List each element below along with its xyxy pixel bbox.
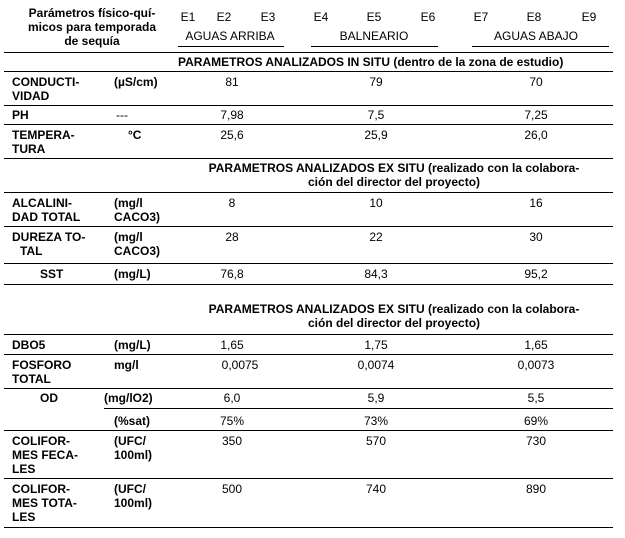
section-heading-ex-situ: PARAMETROS ANALIZADOS EX SITU (realizado con la colabora- ción del director del proyecto)	[208, 161, 580, 189]
value-cell: 26,0	[524, 128, 548, 142]
row-rule	[4, 105, 613, 106]
row-rule	[4, 354, 613, 355]
param-unit: (mg/l CACO3)	[114, 230, 161, 258]
param-unit: ---	[116, 108, 128, 122]
param-name: OD	[40, 391, 58, 405]
param-name: CONDUCTI- VIDAD	[12, 75, 80, 103]
value-cell: 81	[225, 75, 239, 89]
value-cell: 570	[365, 434, 387, 448]
param-unit: (mg/L)	[114, 267, 151, 281]
zone-underline	[178, 46, 284, 47]
param-unit: (mg/l CACO3)	[114, 196, 161, 224]
station-label: E5	[366, 10, 382, 24]
section-rule	[4, 71, 613, 72]
value-cell: 5,5	[527, 391, 545, 405]
param-name: ALCALINI- DAD TOTAL	[12, 196, 81, 224]
param-name: TEMPERA- TURA	[12, 128, 75, 156]
value-cell: 1,65	[524, 338, 548, 352]
param-unit: mg/l	[114, 358, 139, 372]
value-cell: 730	[525, 434, 547, 448]
title-line: de sequía	[64, 34, 120, 48]
station-label: E3	[260, 10, 276, 24]
row-rule	[4, 158, 613, 159]
section-rule	[4, 334, 613, 335]
value-cell: 500	[221, 482, 243, 496]
station-label: E9	[581, 10, 597, 24]
title-line: Parámetros físico-quí-	[28, 6, 156, 20]
station-label: E4	[313, 10, 329, 24]
param-name: SST	[40, 267, 64, 281]
value-cell: 890	[525, 482, 547, 496]
header-rule	[4, 52, 613, 53]
zone-underline	[472, 46, 609, 47]
row-rule	[4, 226, 613, 227]
row-rule	[4, 284, 613, 285]
row-rule	[4, 430, 613, 431]
table-bottom-rule	[4, 527, 613, 528]
param-name: COLIFOR- MES TOTA- LES	[12, 482, 77, 524]
station-label: E8	[526, 10, 542, 24]
value-cell: 7,5	[367, 108, 385, 122]
value-cell: 0,0075	[221, 358, 259, 372]
value-cell: 25,9	[364, 128, 388, 142]
value-cell: 1,65	[220, 338, 244, 352]
value-cell: 79	[369, 75, 383, 89]
value-cell: 30	[529, 230, 543, 244]
station-label: E7	[473, 10, 489, 24]
section-heading-in-situ: PARAMETROS ANALIZADOS IN SITU (dentro de la zona de estudio)	[178, 55, 564, 69]
value-cell: 6,0	[223, 391, 241, 405]
value-cell: 350	[221, 434, 243, 448]
value-cell: 7,98	[220, 108, 244, 122]
section-rule	[4, 192, 613, 193]
value-cell: 73%	[363, 414, 389, 428]
param-unit: (%sat)	[114, 414, 151, 428]
value-cell: 69%	[523, 414, 549, 428]
value-cell: 1,75	[364, 338, 388, 352]
param-unit: (UFC/ 100ml)	[114, 434, 153, 462]
row-rule	[4, 263, 613, 264]
zone-label: AGUAS ABAJO	[493, 29, 579, 43]
value-cell: 8	[228, 196, 236, 210]
zone-label: BALNEARIO	[339, 29, 409, 43]
station-label: E1	[180, 10, 196, 24]
param-unit: °C	[128, 128, 142, 142]
section-heading-ex-situ: PARAMETROS ANALIZADOS EX SITU (realizado con la colabora- ción del director del proyecto)	[208, 302, 580, 330]
zone-underline	[311, 46, 438, 47]
value-cell: 84,3	[364, 267, 388, 281]
value-cell: 76,8	[220, 267, 244, 281]
param-name: PH	[12, 108, 29, 122]
param-name: DBO5	[12, 338, 46, 352]
value-cell: 0,0074	[357, 358, 395, 372]
title-line: micos para temporada	[27, 20, 157, 34]
value-cell: 7,25	[524, 108, 548, 122]
param-unit: (mg/L)	[114, 338, 151, 352]
value-cell: 25,6	[220, 128, 244, 142]
value-cell: 28	[225, 230, 239, 244]
param-name: FOSFORO TOTAL	[12, 358, 72, 386]
value-cell: 0,0073	[517, 358, 555, 372]
zone-label: AGUAS ARRIBA	[185, 29, 275, 43]
value-cell: 5,9	[367, 391, 385, 405]
param-unit: (µS/cm)	[114, 75, 158, 89]
table-header-title	[12, 6, 172, 48]
value-cell: 740	[365, 482, 387, 496]
value-cell: 95,2	[524, 267, 548, 281]
param-unit: (UFC/ 100ml)	[114, 482, 153, 510]
value-cell: 10	[369, 196, 383, 210]
param-name: DUREZA TO- TAL	[12, 230, 86, 258]
value-cell: 22	[369, 230, 383, 244]
value-cell: 75%	[219, 414, 245, 428]
param-name: COLIFOR- MES FECA- LES	[12, 434, 78, 476]
row-rule	[4, 124, 613, 125]
station-label: E2	[216, 10, 232, 24]
row-rule	[4, 388, 613, 389]
value-cell: 70	[529, 75, 543, 89]
value-cell: 16	[529, 196, 543, 210]
row-rule	[4, 478, 613, 479]
row-rule	[104, 408, 613, 409]
param-unit: (mg/lO2)	[104, 391, 153, 405]
station-label: E6	[420, 10, 436, 24]
